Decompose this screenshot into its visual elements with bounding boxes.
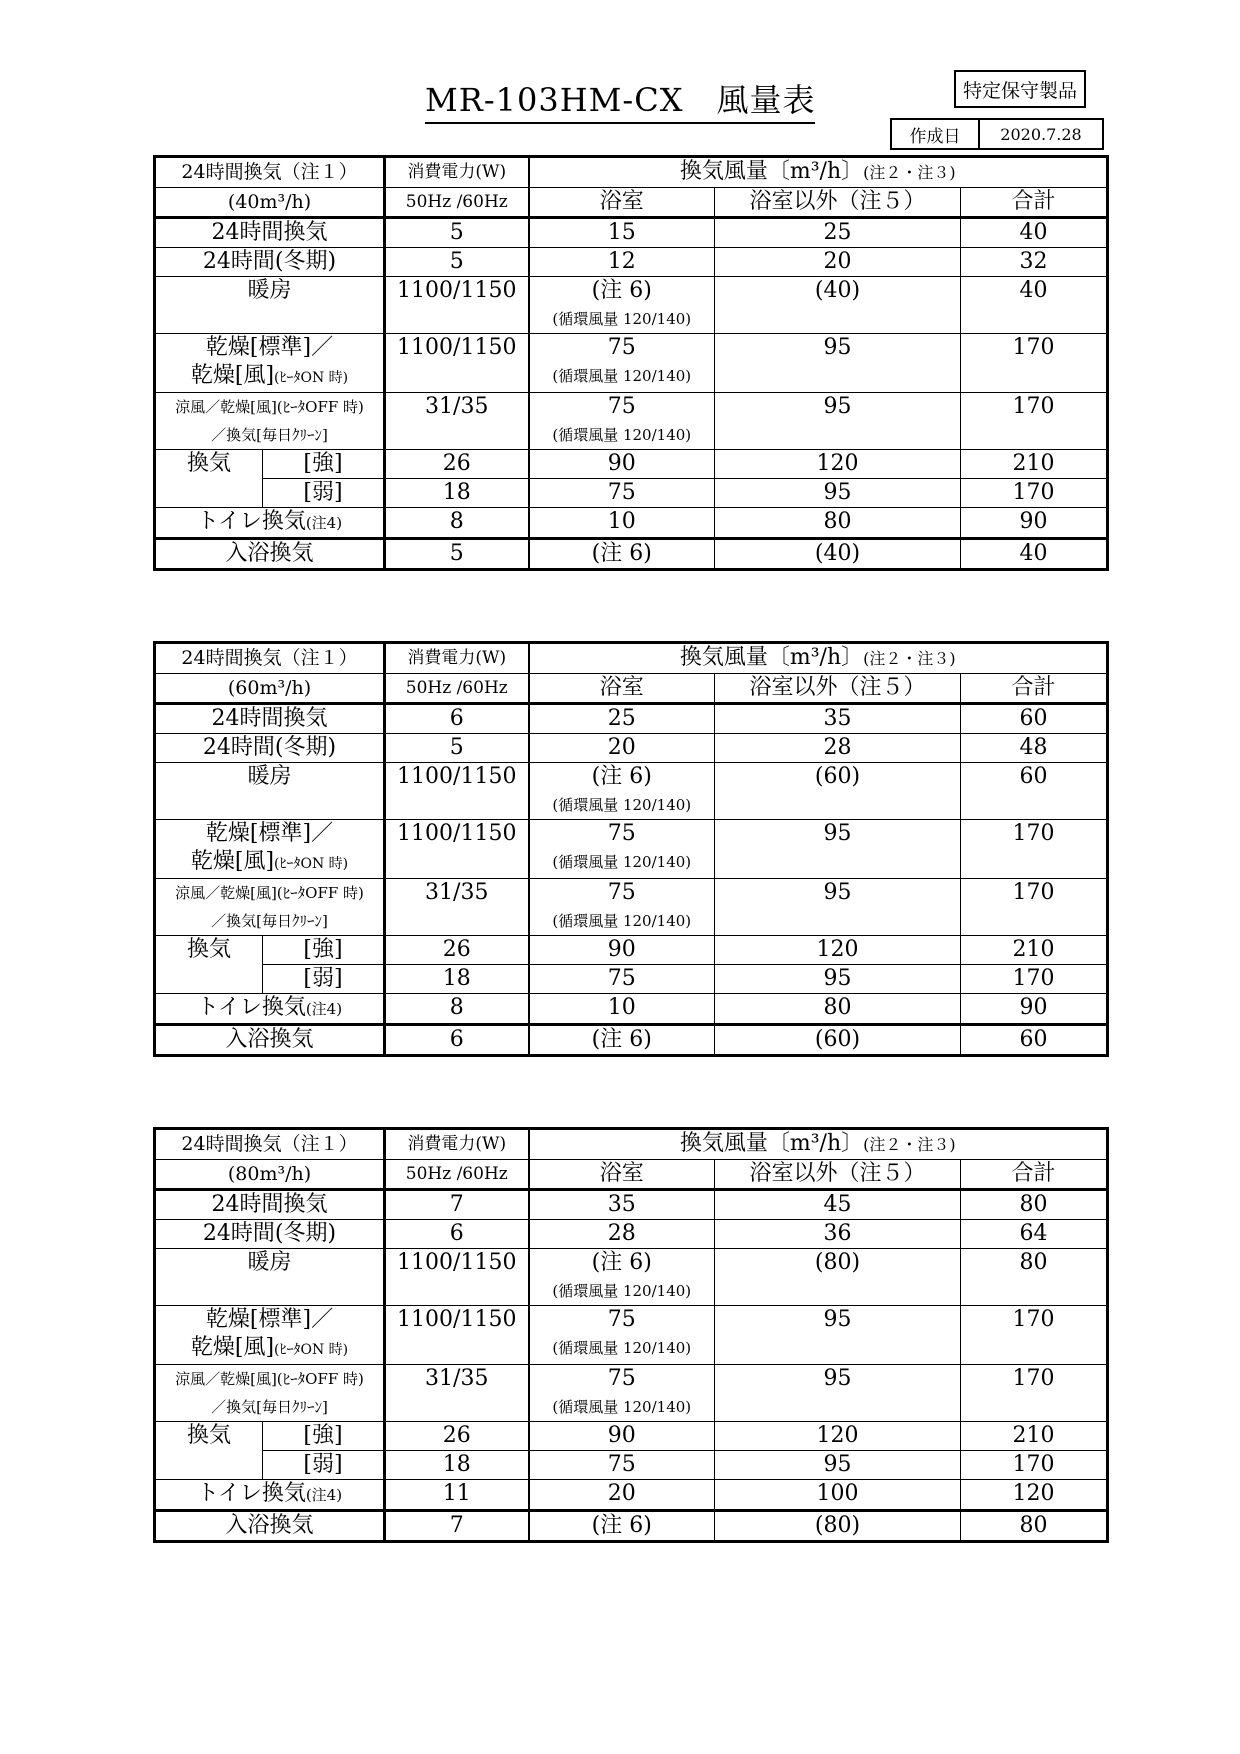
cell-power: 26 — [385, 936, 529, 965]
cell-power: 6 — [385, 704, 529, 734]
cell-other: (40) — [715, 539, 961, 570]
cell-power: 18 — [385, 1451, 529, 1480]
row-label: 乾燥[標準]／ — [155, 820, 385, 849]
cell-power: 1100/1150 — [385, 277, 529, 334]
cell-power: 1100/1150 — [385, 1249, 529, 1306]
row-label: 涼風／乾燥[風](ﾋｰﾀOFF 時) — [155, 393, 385, 422]
date-label: 作成日 — [892, 120, 980, 148]
cell-bath: 12 — [529, 248, 715, 277]
cell-other: 95 — [715, 479, 961, 508]
cell-power: 5 — [385, 218, 529, 248]
cell-power: 6 — [385, 1220, 529, 1249]
row-label: 24時間(冬期) — [155, 1220, 385, 1249]
airflow-table-2 — [153, 641, 1109, 1057]
cell-total: 64 — [961, 1220, 1108, 1249]
cell-total: 60 — [961, 704, 1108, 734]
circulation-note: (循環風量 120/140) — [529, 1277, 715, 1306]
header-power: 消費電力(W) — [385, 643, 529, 674]
cell-bath: 15 — [529, 218, 715, 248]
cell-bath: 10 — [529, 508, 715, 539]
row-label: 24時間換気 — [155, 704, 385, 734]
cell-power: 5 — [385, 248, 529, 277]
cell-bath: 90 — [529, 1422, 715, 1451]
table-row — [155, 277, 1108, 306]
table-row — [155, 539, 1108, 570]
cell-bath: 20 — [529, 734, 715, 763]
row-sublabel: [強] — [263, 1422, 385, 1451]
circulation-note: (循環風量 120/140) — [529, 362, 715, 393]
table-row — [155, 1365, 1108, 1394]
row-label: ／換気[毎日ｸﾘｰﾝ] — [155, 421, 385, 450]
table-row — [155, 248, 1108, 277]
header-flow: 換気風量〔m³/h〕(注２・注３) — [529, 643, 1108, 674]
cell-bath: 75 — [529, 820, 715, 849]
row-label: 乾燥[風](ﾋｰﾀON 時) — [155, 1334, 385, 1365]
cell-total: 90 — [961, 508, 1108, 539]
cell-bath: (注 6) — [529, 1025, 715, 1056]
cell-power: 18 — [385, 965, 529, 994]
header-total: 合計 — [961, 188, 1108, 218]
document-title: MR-103HM-CX 風量表 — [425, 80, 815, 124]
cell-bath: 10 — [529, 994, 715, 1025]
row-label: 涼風／乾燥[風](ﾋｰﾀOFF 時) — [155, 879, 385, 908]
row-label: トイレ換気(注4) — [155, 994, 385, 1025]
row-label: トイレ換気(注4) — [155, 1480, 385, 1511]
cell-other: (60) — [715, 763, 961, 820]
table-row — [155, 450, 1108, 479]
cell-other: 36 — [715, 1220, 961, 1249]
cell-other: 95 — [715, 334, 961, 393]
cell-bath: 90 — [529, 450, 715, 479]
cell-power: 26 — [385, 1422, 529, 1451]
cell-bath: (注 6) — [529, 763, 715, 792]
product-badge: 特定保守製品 — [954, 70, 1086, 108]
cell-total: 120 — [961, 1480, 1108, 1511]
header-bath: 浴室 — [529, 188, 715, 218]
row-label: 24時間(冬期) — [155, 248, 385, 277]
cell-power: 31/35 — [385, 1365, 529, 1422]
header-capacity: (80m³/h) — [155, 1160, 385, 1190]
circulation-note: (循環風量 120/140) — [529, 421, 715, 450]
header-flow: 換気風量〔m³/h〕(注２・注３) — [529, 157, 1108, 188]
cell-power: 7 — [385, 1190, 529, 1220]
cell-total: 80 — [961, 1511, 1108, 1542]
circulation-note: (循環風量 120/140) — [529, 305, 715, 334]
cell-other: 120 — [715, 936, 961, 965]
cell-power: 1100/1150 — [385, 820, 529, 879]
cell-total: 170 — [961, 393, 1108, 450]
cell-bath: 20 — [529, 1480, 715, 1511]
row-label: 24時間換気 — [155, 1190, 385, 1220]
header-other: 浴室以外（注５） — [715, 1160, 961, 1190]
row-label: 暖房 — [155, 763, 385, 820]
row-label: 入浴換気 — [155, 539, 385, 570]
circulation-note: (循環風量 120/140) — [529, 1393, 715, 1422]
table-row — [155, 704, 1108, 734]
row-label: 暖房 — [155, 277, 385, 334]
cell-bath: 75 — [529, 1451, 715, 1480]
cell-total: 170 — [961, 1306, 1108, 1365]
cell-other: 95 — [715, 879, 961, 936]
circulation-note: (循環風量 120/140) — [529, 1334, 715, 1365]
cell-total: 170 — [961, 1365, 1108, 1422]
cell-total: 170 — [961, 965, 1108, 994]
header-total: 合計 — [961, 674, 1108, 704]
cell-power: 26 — [385, 450, 529, 479]
row-label: 換気 — [155, 936, 263, 994]
cell-bath: 75 — [529, 334, 715, 363]
row-label: トイレ換気(注4) — [155, 508, 385, 539]
table-row — [155, 1306, 1108, 1335]
cell-bath: 28 — [529, 1220, 715, 1249]
cell-total: 210 — [961, 450, 1108, 479]
row-label: 24時間換気 — [155, 218, 385, 248]
table-row — [155, 1480, 1108, 1511]
date-box — [890, 118, 1104, 150]
cell-total: 48 — [961, 734, 1108, 763]
cell-total: 40 — [961, 277, 1108, 334]
cell-power: 6 — [385, 1025, 529, 1056]
table-row — [155, 334, 1108, 363]
table-row — [155, 508, 1108, 539]
cell-power: 7 — [385, 1511, 529, 1542]
cell-power: 8 — [385, 994, 529, 1025]
cell-other: 120 — [715, 450, 961, 479]
header-capacity: (60m³/h) — [155, 674, 385, 704]
cell-total: 170 — [961, 820, 1108, 879]
cell-other: 95 — [715, 1306, 961, 1365]
cell-other: 35 — [715, 704, 961, 734]
cell-bath: 90 — [529, 936, 715, 965]
cell-other: 45 — [715, 1190, 961, 1220]
circulation-note: (循環風量 120/140) — [529, 848, 715, 879]
row-label: 乾燥[風](ﾋｰﾀON 時) — [155, 848, 385, 879]
row-label: ／換気[毎日ｸﾘｰﾝ] — [155, 1393, 385, 1422]
row-label: 暖房 — [155, 1249, 385, 1306]
cell-total: 80 — [961, 1249, 1108, 1306]
cell-total: 170 — [961, 479, 1108, 508]
cell-other: 20 — [715, 248, 961, 277]
cell-bath: (注 6) — [529, 1511, 715, 1542]
cell-total: 80 — [961, 1190, 1108, 1220]
cell-power: 1100/1150 — [385, 1306, 529, 1365]
header-bath: 浴室 — [529, 674, 715, 704]
cell-power: 1100/1150 — [385, 763, 529, 820]
cell-bath: 75 — [529, 879, 715, 908]
circulation-note: (循環風量 120/140) — [529, 907, 715, 936]
header-flow: 換気風量〔m³/h〕(注２・注３) — [529, 1129, 1108, 1160]
cell-other: 95 — [715, 820, 961, 879]
row-label: 換気 — [155, 450, 263, 508]
header-mode: 24時間換気（注１） — [155, 157, 385, 188]
table-row — [155, 820, 1108, 849]
table-row — [155, 879, 1108, 908]
cell-other: 80 — [715, 994, 961, 1025]
cell-bath: 25 — [529, 704, 715, 734]
cell-total: 170 — [961, 1451, 1108, 1480]
table-row — [155, 393, 1108, 422]
cell-other: (40) — [715, 277, 961, 334]
table-row — [155, 965, 1108, 994]
cell-other: 28 — [715, 734, 961, 763]
table-row — [155, 1249, 1108, 1278]
row-label: 入浴換気 — [155, 1025, 385, 1056]
cell-power: 1100/1150 — [385, 334, 529, 393]
cell-bath: (注 6) — [529, 277, 715, 306]
row-label: 換気 — [155, 1422, 263, 1480]
row-sublabel: [弱] — [263, 479, 385, 508]
cell-total: 60 — [961, 1025, 1108, 1056]
table-row — [155, 1451, 1108, 1480]
row-sublabel: [弱] — [263, 1451, 385, 1480]
cell-bath: (注 6) — [529, 539, 715, 570]
row-label: 入浴換気 — [155, 1511, 385, 1542]
row-label: 乾燥[標準]／ — [155, 1306, 385, 1335]
circulation-note: (循環風量 120/140) — [529, 791, 715, 820]
cell-bath: 75 — [529, 965, 715, 994]
cell-power: 31/35 — [385, 879, 529, 936]
row-sublabel: [強] — [263, 450, 385, 479]
cell-other: 100 — [715, 1480, 961, 1511]
header-capacity: (40m³/h) — [155, 188, 385, 218]
cell-total: 40 — [961, 539, 1108, 570]
header-other: 浴室以外（注５） — [715, 188, 961, 218]
row-label: 乾燥[風](ﾋｰﾀON 時) — [155, 362, 385, 393]
cell-other: (80) — [715, 1511, 961, 1542]
header-freq: 50Hz /60Hz — [385, 674, 529, 704]
cell-other: (60) — [715, 1025, 961, 1056]
cell-total: 170 — [961, 879, 1108, 936]
table-row — [155, 1220, 1108, 1249]
cell-power: 11 — [385, 1480, 529, 1511]
cell-bath: (注 6) — [529, 1249, 715, 1278]
header-bath: 浴室 — [529, 1160, 715, 1190]
table-row — [155, 218, 1108, 248]
cell-total: 60 — [961, 763, 1108, 820]
table-row — [155, 994, 1108, 1025]
cell-bath: 75 — [529, 479, 715, 508]
row-sublabel: [弱] — [263, 965, 385, 994]
cell-total: 90 — [961, 994, 1108, 1025]
header-total: 合計 — [961, 1160, 1108, 1190]
airflow-table-1 — [153, 155, 1109, 571]
cell-power: 5 — [385, 734, 529, 763]
row-sublabel: [強] — [263, 936, 385, 965]
header-power: 消費電力(W) — [385, 157, 529, 188]
date-value: 2020.7.28 — [1000, 124, 1082, 144]
row-label: 涼風／乾燥[風](ﾋｰﾀOFF 時) — [155, 1365, 385, 1394]
cell-other: 95 — [715, 1451, 961, 1480]
header-mode: 24時間換気（注１） — [155, 1129, 385, 1160]
table-row — [155, 763, 1108, 792]
cell-other: 95 — [715, 1365, 961, 1422]
table-row — [155, 734, 1108, 763]
cell-other: (80) — [715, 1249, 961, 1306]
cell-other: 95 — [715, 965, 961, 994]
cell-total: 210 — [961, 936, 1108, 965]
cell-bath: 35 — [529, 1190, 715, 1220]
cell-power: 5 — [385, 539, 529, 570]
header-freq: 50Hz /60Hz — [385, 188, 529, 218]
row-label: ／換気[毎日ｸﾘｰﾝ] — [155, 907, 385, 936]
table-row — [155, 1422, 1108, 1451]
cell-total: 40 — [961, 218, 1108, 248]
header-freq: 50Hz /60Hz — [385, 1160, 529, 1190]
cell-total: 32 — [961, 248, 1108, 277]
table-row — [155, 1190, 1108, 1220]
cell-power: 31/35 — [385, 393, 529, 450]
header-mode: 24時間換気（注１） — [155, 643, 385, 674]
cell-power: 8 — [385, 508, 529, 539]
cell-other: 95 — [715, 393, 961, 450]
table-row — [155, 1511, 1108, 1542]
table-row — [155, 1025, 1108, 1056]
row-label: 乾燥[標準]／ — [155, 334, 385, 363]
table-row — [155, 479, 1108, 508]
cell-bath: 75 — [529, 1365, 715, 1394]
header-other: 浴室以外（注５） — [715, 674, 961, 704]
cell-power: 18 — [385, 479, 529, 508]
cell-total: 210 — [961, 1422, 1108, 1451]
cell-other: 80 — [715, 508, 961, 539]
cell-total: 170 — [961, 334, 1108, 393]
cell-other: 120 — [715, 1422, 961, 1451]
airflow-table-3 — [153, 1127, 1109, 1543]
header-power: 消費電力(W) — [385, 1129, 529, 1160]
cell-bath: 75 — [529, 393, 715, 422]
row-label: 24時間(冬期) — [155, 734, 385, 763]
table-row — [155, 936, 1108, 965]
cell-bath: 75 — [529, 1306, 715, 1335]
cell-other: 25 — [715, 218, 961, 248]
